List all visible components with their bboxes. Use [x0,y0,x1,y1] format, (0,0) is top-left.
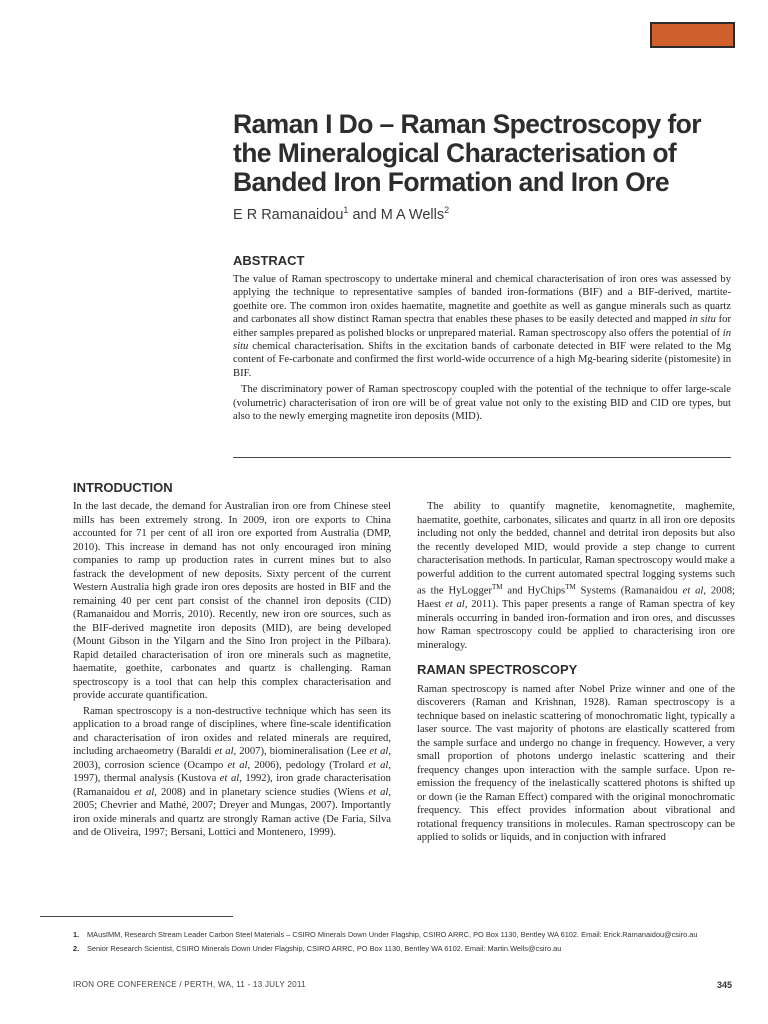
abstract-divider [233,457,731,458]
paper-title: Raman I Do – Raman Spectroscopy for the Mineralogical Characterisation of Banded Iron Formation and Iron Ore [233,109,701,197]
author-1: E R Ramanaidou [233,206,344,223]
intro-paragraph-3: The ability to quantify magnetite, kenomagnetite, maghemite, haematite, goethite, carbonates, silicates and quartz in all iron ore deposits including not only the bedded, channel and detrital iron deposits but also the recently developed MID, would provide a step change to current characterisation methods. In particular, Raman spectroscopy would make a powerful addition to the current automated spectral logging systems such as the HyLogger™ and HyChips™ Systems (Ramanaidou et al, 2008; Haest et al, 2011). This paper presents a range of Raman spectra of key minerals occurring in banded iron-formation and iron ores, and discusses how Raman spectroscopy could be applied to characterising iron ore mineralogy. [417,501,735,651]
introduction-heading: INTRODUCTION [73,480,173,495]
left-column [73,500,391,840]
author-line [233,205,449,223]
intro-paragraph-2: Raman spectroscopy is a non-destructive technique which has seen its application to a broad range of disciplines, where fine-scale identification and characterisation of iron oxides and related minerals are required, including archaeometry (Baraldi et al, 2007), biomineralisation (Lee et al, 2003), corrosion science (Ocampo et al, 2006), pedology (Trolard et al, 1997), thermal analysis (Kustova et al, 1992), iron grade characterisation (Ramanaidou et al, 2008) and in planetary science studies (Wiens et al, 2005; Chevrier and Mathé, 2007; Dreyer and Mungas, 2007). Importantly iron oxide minerals and quartz are strongly Raman active (De Faria, Silva and de Oliveira, 1997; Bersani, Lottici and Montenero, 1999). [73,705,392,838]
author-2-mark: 2 [444,205,450,215]
intro-paragraph-1: In the last decade, the demand for Australian iron ore from Chinese steel mills has been extremely strong. In 2009, iron ore exports to China accounted for 71 per cent of all iron ore exported from Australia (DMP, 2010). This increase in demand has not only encouraged iron mining companies to ramp up production rates in current mines but to also fastrack the development of new deposits. Sixty percent of the current Western Australia high grade iron ores deposits are hosted in BIF and the remaining 40 per cent part consist of the channel iron deposits (CID) (Ramanaidou and Morris, 2010). Recently, new iron ore sources, such as the BIF-derived magnetite iron deposits (MID), are being developed (Mount Gibson in the Yilgarn and the Sino Iron project in the Pilbara). Rapid detailed characterisation of iron ore minerals such as magnetite, haematite, goethite, carbonates and quartz is challenging. Raman spectroscopy is a tool that can help this complex characterisation and provide accurate quantification. [73,501,391,701]
author-conjunction: and [348,206,381,223]
raman-spectroscopy-heading: RAMAN SPECTROSCOPY [417,662,578,678]
footnote-1: 1. MAusIMM, Research Stream Leader Carbon Steel Materials – CSIRO Minerals Down Under Flagship, CSIRO ARRC, PO Box 1130, Bentley WA 6102. Email: Erick.Ramanaidou@csiro.au [73,930,698,939]
corner-tab-block [650,22,735,48]
page-number: 345 [716,980,732,990]
author-1-mark: 1 [343,205,349,215]
abstract-paragraph-1: The value of Raman spectroscopy to undertake mineral and chemical characterisation of iron ores was assessed by applying the technique to representative samples of banded iron-formations (BIF) and a BIF-derived, martite-goethite ore. The common iron oxides haematite, magnetite and goethite as well as gangue minerals such as quartz and carbonates all show distinct Raman spectra that enables these phases to be easily detected and mapped in situ for either samples prepared as polished blocks or unprepared material. Raman spectroscopy also offers the potential of in situ chemical characterisation. Shifts in the excitation bands of carbonate detected in BIF were related to the Mg content of Fe-carbonate and confirmed the first world-wide occurrence of a high Mg-bearing siderite (pistomesite) in BIF. [233,274,731,379]
abstract-heading: ABSTRACT [233,253,305,268]
abstract-body [233,273,731,423]
abstract-paragraph-2: The discriminatory power of Raman spectroscopy coupled with the potential of the technique to offer large-scale (volumetric) characterisation of iron ore will be of great value not only to the existing BID and CID ore types, but also to the newly emerging magnetite iron deposits (MID). [233,384,731,423]
author-2: M A Wells [380,206,445,223]
raman-paragraph-1: Raman spectroscopy is named after Nobel Prize winner and one of the discoverers (Raman and Krishnan, 1928). Raman spectroscopy is a technique based on inelastic scattering of monochromatic light, typically a laser source. The vast majority of photons are elastically scattered from the sample surface and undergo no change in frequency. However, a very small proportion of photons undergo inelastic scattering and their frequency changes upon interaction with the sample surface. Upon re-emission the frequency of the inelastically scattered photons is shifted up or down (ie the Raman Effect) compared with the original monochromatic frequency. This effect provides information about vibrational and rotational frequency transitions in molecules. Raman spectroscopy can be applied to solids or liquids, and in conjuction with infrared [417,683,735,844]
footnote-divider [40,916,233,917]
footnote-2: 2. Senior Research Scientist, CSIRO Minerals Down Under Flagship, CSIRO ARRC, PO Box 1130, Bentley WA 6102. Email: Martin.Wells@csiro.au [73,944,562,953]
conference-footer: IRON ORE CONFERENCE / PERTH, WA, 11 - 13 JULY 2011 [73,980,306,989]
footnotes [73,930,733,958]
right-column [417,498,735,845]
